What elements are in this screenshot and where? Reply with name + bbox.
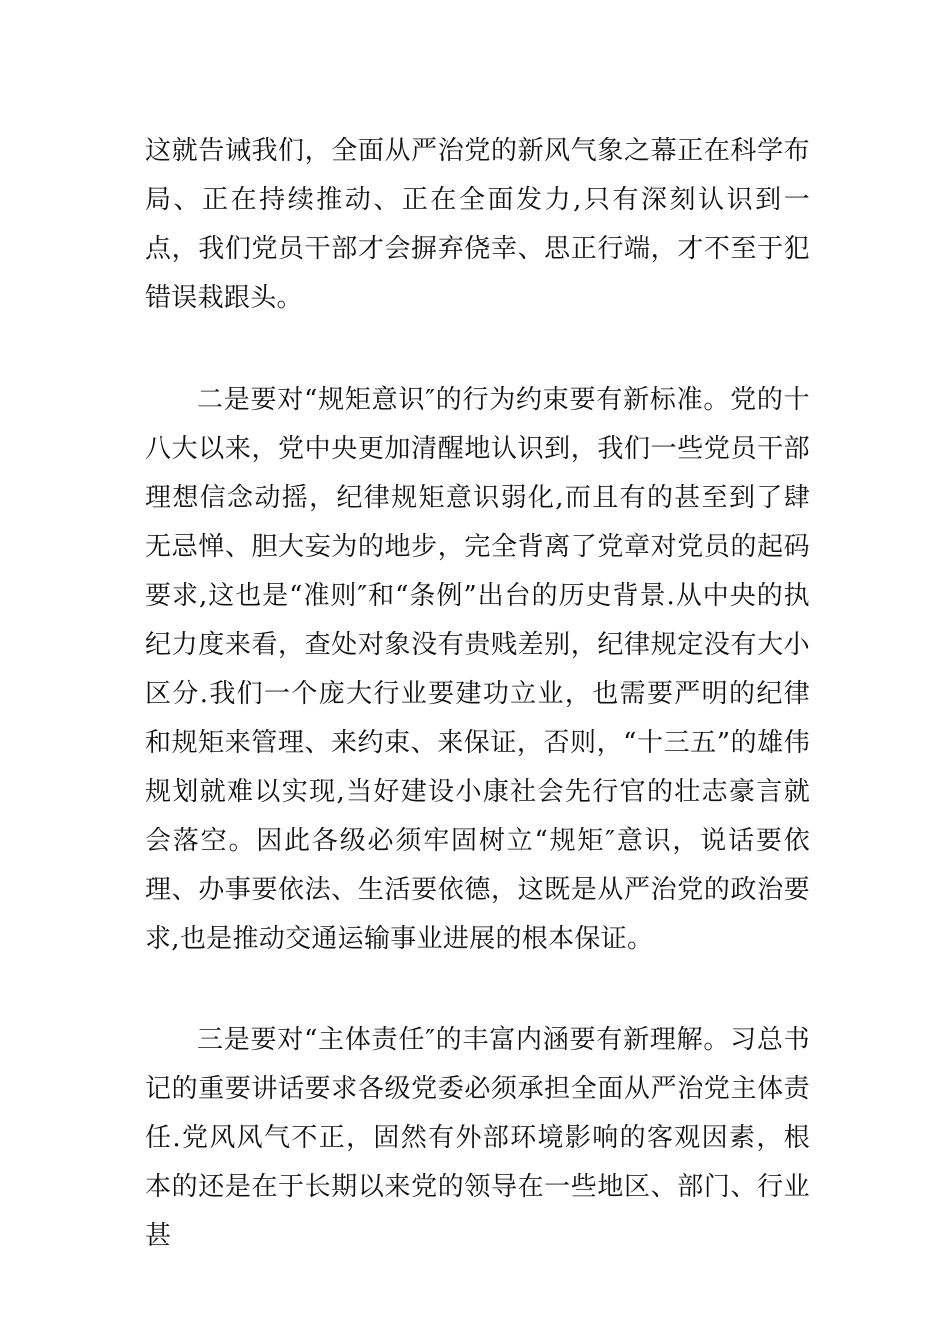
paragraph-main-responsibility: 三是要对“主体责任″的丰富内涵要有新理解。习总书记的重要讲话要求各级党委必须承担全面从严治党主体责任.党风风气不正，固然有外部环境影响的客观因素，根本的还是在于长期以来党的领导在一些地区、部门、行业甚: [145, 1025, 810, 1251]
paragraph-continuation: 这就告诫我们，全面从严治党的新风气象之幕正在科学布局、正在持续推动、正在全面发力,只有深刻认识到一点，我们党员干部才会摒弃侥幸、思正行端，才不至于犯错误栽跟头。: [145, 136, 810, 313]
paragraph-rules-awareness: 二是要对“规矩意识″的行为约束要有新标准。党的十八大以来，党中央更加清醒地认识到，我们一些党员干部理想信念动摇，纪律规矩意识弱化,而且有的甚至到了肆无忌惮、胆大妄为的地步，完全背离了党章对党员的起码要求,这也是“准则″和“条例”出台的历史背景.从中央的执纪力度来看，查处对象没有贵贱差别，纪律规定没有大小区分.我们一个庞大行业要建功立业，也需要严明的纪律和规矩来管理、来约束、来保证，否则，“十三五”的雄伟规划就难以实现,当好建设小康社会先行官的壮志豪言就会落空。因此各级必须牢固树立“规矩″意识，说话要依理、办事要依法、生活要依德，这既是从严治党的政治要求,也是推动交通运输事业进展的根本保证。: [145, 385, 810, 954]
